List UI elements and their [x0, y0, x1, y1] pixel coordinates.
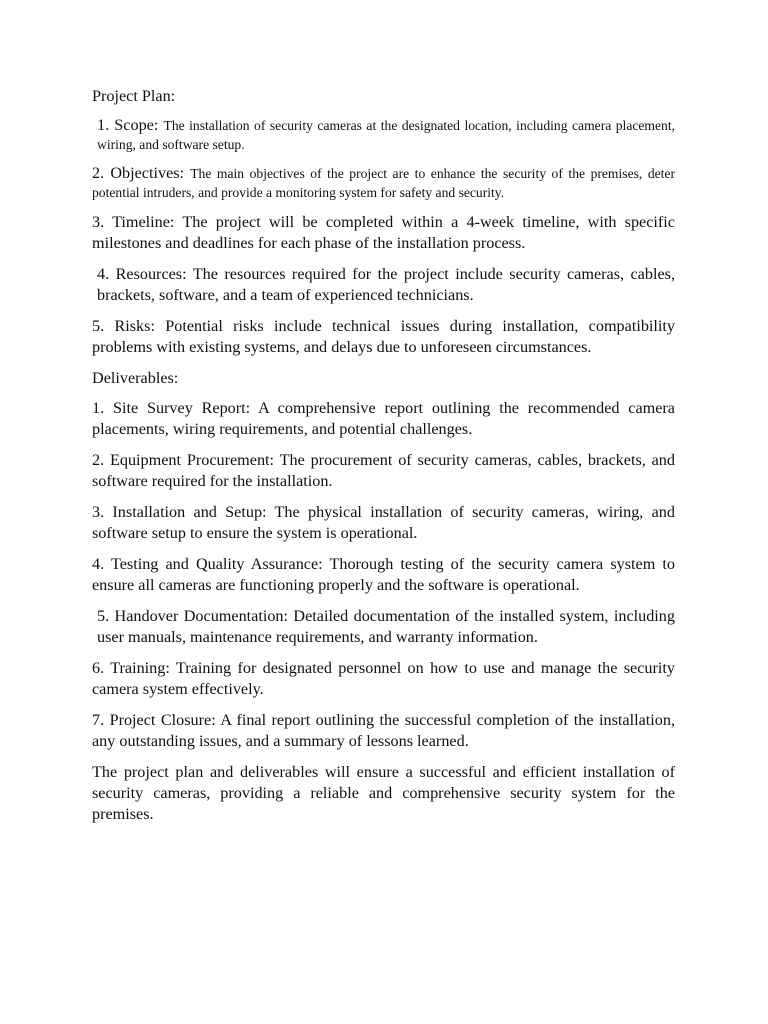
deliverables-heading: Deliverables: [92, 369, 179, 387]
document-page [92, 86, 675, 835]
deliverable-training: 6. Training: Training for designated personnel on how to use and manage the security camera system effectively. [92, 659, 675, 698]
plan-item-objectives [92, 164, 675, 202]
deliverable-site-survey: 1. Site Survey Report: A comprehensive report outlining the recommended camera placements, wiring requirements, and potential challenges. [92, 399, 675, 438]
deliverable-handover-documentation: 5. Handover Documentation: Detailed documentation of the installed system, including user manuals, maintenance requirements, and warranty information. [97, 607, 675, 646]
deliverable-installation-setup: 3. Installation and Setup: The physical installation of security cameras, wiring, and software setup to ensure the system is operational. [92, 503, 675, 542]
deliverable-equipment-procurement: 2. Equipment Procurement: The procurement of security cameras, cables, brackets, and software required for the installation. [92, 451, 675, 490]
plan-item-timeline: 3. Timeline: The project will be completed within a 4-week timeline, with specific milestones and deadlines for each phase of the installation process. [92, 213, 675, 252]
plan-item-scope-text: The installation of security cameras at the designated location, including camera placement, wiring, and software setup. [97, 118, 676, 152]
plan-item-risks: 5. Risks: Potential risks include technical issues during installation, compatibility problems with existing systems, and delays due to unforeseen circumstances. [92, 317, 675, 356]
deliverable-project-closure: 7. Project Closure: A final report outlining the successful completion of the installation, any outstanding issues, and a summary of lessons learned. [92, 711, 675, 750]
plan-item-resources: 4. Resources: The resources required for the project include security cameras, cables, brackets, software, and a team of experienced technicians. [97, 265, 675, 304]
conclusion-paragraph: The project plan and deliverables will ensure a successful and efficient installation of security cameras, providing a reliable and comprehensive security system for the premises. [92, 763, 675, 823]
plan-item-objectives-label: 2. Objectives: [92, 164, 185, 182]
project-plan-heading: Project Plan: [92, 87, 176, 105]
plan-item-scope [92, 116, 675, 154]
plan-item-objectives-text: The main objectives of the project are to enhance the security of the premises, deter potential intruders, and provide a monitoring system for safety and security. [92, 166, 675, 200]
plan-item-scope-label: 1. Scope: [97, 116, 159, 134]
deliverable-testing-qa: 4. Testing and Quality Assurance: Thorough testing of the security camera system to ensure all cameras are functioning properly and the software is operational. [92, 555, 675, 594]
